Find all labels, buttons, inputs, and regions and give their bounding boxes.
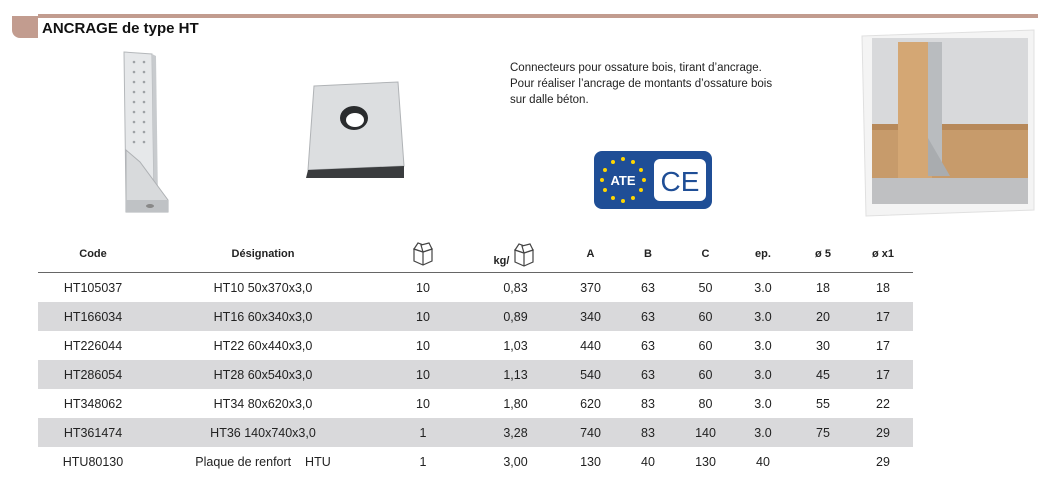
description-line: Connecteurs pour ossature bois, tirant d’ancrage. xyxy=(510,62,762,74)
col-header-c: C xyxy=(701,248,710,260)
table-header-row xyxy=(38,236,913,273)
cell-code: HTU80130 xyxy=(62,454,124,469)
cell-kg: 1,03 xyxy=(503,338,528,353)
cell-dx1: 17 xyxy=(876,367,890,382)
cell-c: 80 xyxy=(698,396,713,411)
cell-dx1: 29 xyxy=(876,454,890,469)
box-icon xyxy=(511,241,537,267)
cell-designation: HT10 50x370x3,0 xyxy=(213,280,313,295)
product-description xyxy=(510,60,810,108)
ate-label: ATE xyxy=(610,173,636,188)
bracket-image xyxy=(112,50,172,218)
col-header-a: A xyxy=(586,248,595,260)
table-row xyxy=(38,331,913,360)
cell-a: 440 xyxy=(580,338,601,353)
cell-qty: 10 xyxy=(416,280,430,295)
cell-designation: HT16 60x340x3,0 xyxy=(213,309,313,324)
product-table xyxy=(38,236,913,476)
cell-qty: 1 xyxy=(419,425,427,440)
cell-qty: 10 xyxy=(416,338,430,353)
cell-ep: 3.0 xyxy=(754,367,772,382)
installation-photo xyxy=(858,28,1038,218)
cell-a: 540 xyxy=(580,367,601,382)
ce-label: CE xyxy=(660,166,700,197)
table-row xyxy=(38,418,913,447)
cell-a: 340 xyxy=(580,309,601,324)
cell-a: 370 xyxy=(580,280,601,295)
cell-kg: 0,89 xyxy=(503,309,528,324)
cell-dx1: 22 xyxy=(876,396,890,411)
cell-a: 740 xyxy=(580,425,601,440)
cell-code: HT226044 xyxy=(63,338,123,353)
cell-kg: 3,28 xyxy=(503,425,528,440)
cell-b: 63 xyxy=(641,280,655,295)
cell-qty: 10 xyxy=(416,309,430,324)
cell-dx1: 17 xyxy=(876,338,890,353)
cell-dx1: 18 xyxy=(876,280,890,295)
cell-b: 40 xyxy=(641,454,655,469)
cell-kg: 1,13 xyxy=(503,367,528,382)
cell-d5: 30 xyxy=(816,338,830,353)
cell-designation: HT36 140x740x3,0 xyxy=(210,425,316,440)
cell-b: 63 xyxy=(641,338,655,353)
col-header-code: Code xyxy=(79,248,107,260)
cell-designation: HT28 60x540x3,0 xyxy=(213,367,313,382)
table-row xyxy=(38,447,913,476)
cell-qty: 1 xyxy=(419,454,427,469)
cell-d5: 20 xyxy=(816,309,830,324)
col-header-weight xyxy=(468,236,563,273)
cell-d5: 55 xyxy=(816,396,830,411)
cell-dx1: 29 xyxy=(876,425,890,440)
cell-c: 130 xyxy=(695,454,716,469)
cell-d5: 75 xyxy=(816,425,830,440)
cell-qty: 10 xyxy=(416,367,430,382)
cell-code: HT361474 xyxy=(63,425,123,440)
cell-d5: 45 xyxy=(816,367,830,382)
table-row xyxy=(38,273,913,303)
cell-c: 60 xyxy=(698,309,713,324)
weight-label: kg/ xyxy=(493,255,510,267)
cell-kg: 0,83 xyxy=(503,280,528,295)
cell-designation: HT22 60x440x3,0 xyxy=(213,338,313,353)
cell-b: 83 xyxy=(641,425,655,440)
col-header-b: B xyxy=(644,248,652,260)
cell-qty: 10 xyxy=(416,396,430,411)
ate-ce-badge xyxy=(594,151,712,209)
cell-dx1: 17 xyxy=(876,309,890,324)
table-row xyxy=(38,360,913,389)
col-header-dx1: ø x1 xyxy=(871,248,894,260)
cell-c: 140 xyxy=(695,425,716,440)
description-line: Pour réaliser l’ancrage de montants d’ossature bois xyxy=(510,78,773,90)
header-tab xyxy=(12,16,38,38)
reinforcement-plate-image xyxy=(300,78,410,182)
cell-code: HT286054 xyxy=(63,367,123,382)
cell-ep: 3.0 xyxy=(754,396,772,411)
cell-a: 620 xyxy=(580,396,601,411)
cell-ep: 40 xyxy=(756,454,770,469)
cell-a: 130 xyxy=(580,454,601,469)
cell-c: 50 xyxy=(698,280,713,295)
cell-b: 63 xyxy=(641,309,655,324)
box-icon xyxy=(410,240,436,266)
cell-code: HT348062 xyxy=(63,396,123,411)
page-title: ANCRAGE de type HT xyxy=(42,20,199,37)
cell-kg: 3,00 xyxy=(503,454,528,469)
cell-code: HT166034 xyxy=(63,309,123,324)
cell-designation: HT34 80x620x3,0 xyxy=(213,396,313,411)
cell-ep: 3.0 xyxy=(754,309,772,324)
cell-designation: Plaque de renfort HTU xyxy=(195,454,331,469)
table-row xyxy=(38,389,913,418)
cell-ep: 3.0 xyxy=(754,425,772,440)
cell-b: 63 xyxy=(641,367,655,382)
col-header-designation: Désignation xyxy=(231,248,295,260)
cell-c: 60 xyxy=(698,338,713,353)
col-header-ep: ep. xyxy=(755,248,771,260)
cell-code: HT105037 xyxy=(63,280,123,295)
cell-d5 xyxy=(793,447,853,476)
table-row xyxy=(38,302,913,331)
cell-kg: 1,80 xyxy=(503,396,528,411)
header-rule xyxy=(38,14,1038,18)
cell-b: 83 xyxy=(641,396,655,411)
description-line: sur dalle béton. xyxy=(510,94,589,106)
cell-d5: 18 xyxy=(816,280,830,295)
cell-ep: 3.0 xyxy=(754,338,772,353)
col-header-d5: ø 5 xyxy=(815,248,831,260)
cell-ep: 3.0 xyxy=(754,280,772,295)
cell-c: 60 xyxy=(698,367,713,382)
col-header-quantity xyxy=(378,236,468,273)
